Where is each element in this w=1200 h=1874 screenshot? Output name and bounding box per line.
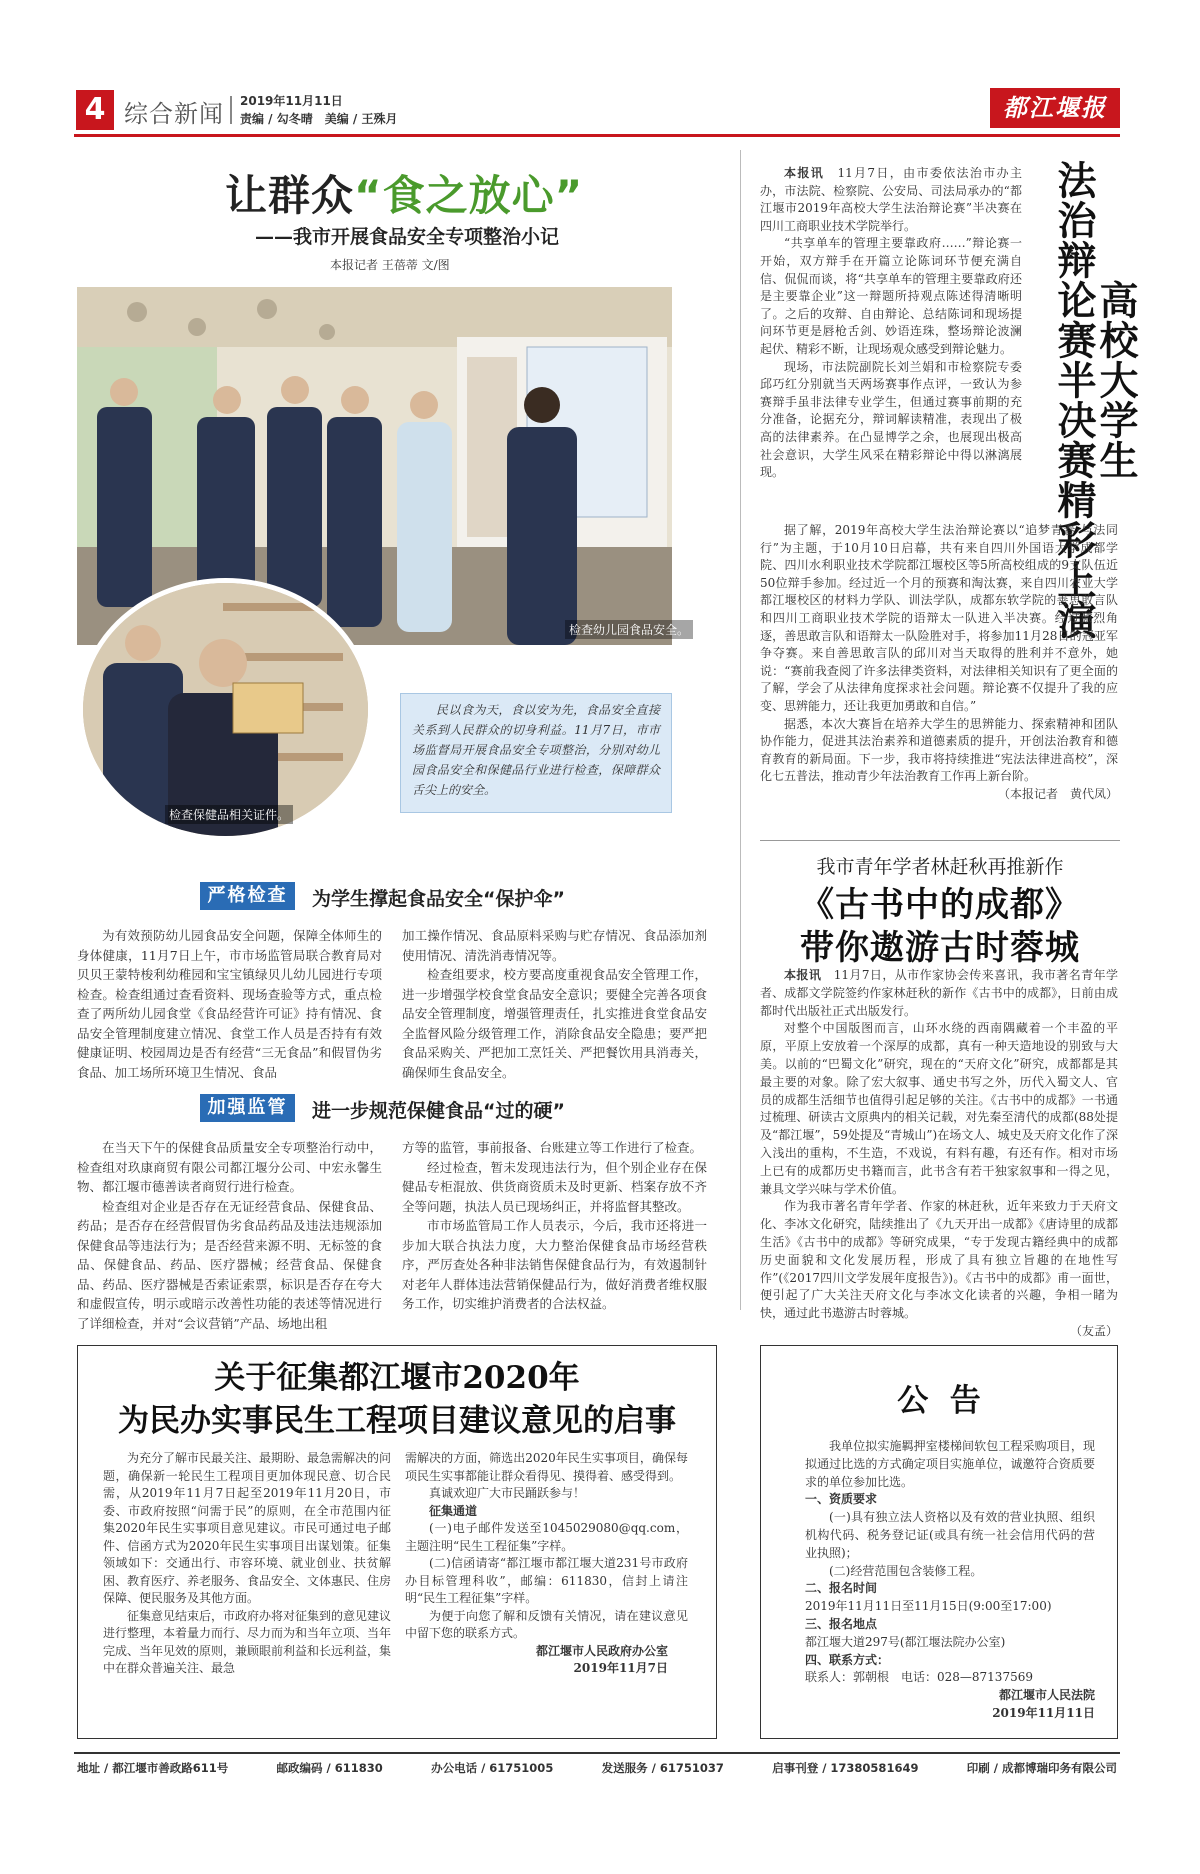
footer [77, 1760, 1117, 1780]
debate-paragraph: 据悉，本次大赛旨在培养大学生的思辨能力、探索精神和团队协作能力，促进其法治素养和道德素质的提升，开创法治教育和德育教育的新局面。下一步，我市将持续推进“宪法法律进高校”，深化七五普法，推动青少年法治教育工作再上新台阶。 [760, 716, 1118, 784]
court-notice-place: 都江堰大道297号(都江堰法院办公室) [805, 1634, 1006, 1649]
book-lead-label: 本报讯 [784, 968, 822, 982]
small-photo-caption: 检查保健品相关证件。 [165, 805, 293, 824]
small-photo-certificate [78, 578, 373, 841]
public-notice-line: 真诚欢迎广大市民踊跃参与！ [429, 1486, 586, 1500]
section1-paragraph: 为有效预防幼儿园食品安全问题，保障全体师生的身体健康，11月7日上午，市市场监管局联合教育局对贝贝王蒙特梭利幼稚园和宝宝镇绿贝儿幼儿园进行专项检查。检查组通过查看资料、现场查验等方式，重点检查了两所幼儿园食堂《食品经营许可证》持有情况、食品安全管理制度建立情况、食堂工作人员是否持有有效健康证明、校园周边是否有经营“三无食品”和假冒伪劣食品、加工场所环境卫生情况、食品 [77, 928, 382, 1080]
section2-paragraph: 在当天下午的保健食品质量安全专项整治行动中，检查组对玖康商贸有限公司都江堰分公司、中宏永馨生物、都江堰市德善读者商贸行进行检查。 [77, 1140, 382, 1194]
book-title-line1: 《古书中的成都》 [800, 885, 1080, 925]
debate-book-rule [760, 840, 1120, 841]
public-notice-col2 [405, 1450, 688, 1678]
footer-address: 地址 / 都江堰市善政路611号 [77, 1761, 229, 1775]
court-notice-heading: 二、报名时间 [805, 1581, 878, 1596]
public-notice-line: 为便于向您了解和反馈有关情况，请在建议意见中留下您的联系方式。 [405, 1608, 688, 1640]
public-notice-line: 需解决的方面，筛选出2020年民生实事项目，确保每项民生实事都能让群众看得见、摸得着、感受得到。 [405, 1451, 688, 1483]
debate-body-bottom [760, 522, 1118, 804]
debate-headline-line2: 法治辩论赛半决赛精彩上演 [1051, 160, 1097, 640]
masthead [70, 88, 1120, 132]
court-notice-contact: 联系人：郭朝根 电话：028—87137569 [805, 1670, 1033, 1685]
public-notice-line: 征集通道 [429, 1503, 478, 1518]
public-notice-title-2: 为民办实事民生工程项目建议意见的启事 [118, 1403, 676, 1439]
court-notice-heading: 四、联系方式： [805, 1652, 890, 1667]
masthead-divider [230, 96, 232, 124]
book-paragraph: 作为我市著名青年学者、作家的林赶秋，近年来致力于天府文化、李冰文化研究，陆续推出了《九天开出一成都》《唐诗里的成都生活》《古书中的成都》等研究成果，“专于发现古籍经典中的成都历史面貌和文化发展历程，形成了具有独立旨趣的在地性写作”(《2017四川文学发展年度报告》)。《古书中的成都》甫一面世，便引起了广大关注天府文化与李冰文化读者的兴趣，争相一睹为快，通过此书遨游古时蓉城。 [760, 1199, 1118, 1321]
editors: 责编 / 勾冬晴 美编 / 王殊月 [240, 112, 398, 126]
footer-office-phone: 办公电话 / 61751005 [431, 1761, 554, 1775]
debate-headline-line1: 高校大学生 [1093, 280, 1139, 480]
masthead-rule [74, 134, 1120, 137]
public-notice-line: (一)电子邮件发送至1045029080@qq.com，主题注明“民生工程征集”字样。 [405, 1521, 688, 1553]
debate-body-top [760, 165, 1022, 482]
court-notice-heading: 三、报名地点 [805, 1616, 878, 1631]
public-notice-line: (二)信函请寄“都江堰市都江堰大道231号市政府办目标管理科收”，邮编：611830，信封上请注明“民生工程征集”字样。 [405, 1556, 688, 1605]
court-notice-time: 2019年11月11日至11月15日(9:00至17:00) [805, 1599, 1052, 1614]
debate-paragraph: 据了解，2019年高校大学生法治辩论赛以“追梦青春·与法同行”为主题，于10月10日启幕，共有来自四川外国语大学成都学院、四川水利职业技术学院都江堰校区等5所高校组成的9支队伍近50位辩手参加。经过近一个月的预赛和淘汰赛，来自四川农业大学都江堰校区的材料力学队、训法学队，成都东软学院的善思敢言队和四川工商职业技术学院的语辩太一队进入半决赛。经过激烈角逐，善思敢言队和语辩太一队险胜对手，将参加11月28日的冠亚军争夺赛。来自善思敢言队的邱川对当天取得的胜利并不意外，她说：“赛前我查阅了许多法律类资料，对法律相关知识有了更全面的了解，学会了从法律角度探求社会问题。辩论赛不仅提升了我的应变、思辨能力，还让我更加勇敢和自信。” [760, 523, 1118, 713]
footer-rule [74, 1752, 1120, 1754]
court-notice-signer: 都江堰市人民法院 [998, 1688, 1095, 1703]
section1-paragraph: 检查组要求，校方要高度重视食品安全管理工作，进一步增强学校食堂食品安全意识；要健全完善各项食品安全管理制度，增强管理责任，扎实推进食堂食品安全监督风险分级管理工作，消除食品安全隐患；要严把食品采购关、严把加工烹饪关、严把餐饮用具消毒关，确保师生食品安全。 [402, 967, 707, 1080]
food-article-title [225, 163, 583, 223]
court-notice-title: 公 告 [897, 1383, 981, 1419]
court-notice-body [805, 1438, 1095, 1723]
debate-paragraph: 现场，市法院副院长刘兰娟和市检察院专委邱巧红分别就当天两场赛事作点评，一致认为参赛辩手虽非法律专业学生，但通过赛事前期的充分准备，论据充分，辩词解读精准，表现出了极高的法律素养。在凸显博学之余，也展现出极高社会意识，大学生风采在精彩辩论中得以淋漓展现。 [760, 359, 1022, 480]
certificate-check-illustration [83, 583, 368, 836]
section2-paragraph: 市市场监管局工作人员表示，今后，我市还将进一步加大联合执法力度，大力整治保健食品市场经营秩序，严厉查处各种非法销售保健食品行为，有效遏制针对老年人群体违法营销保健品行为，做好消费者维权服务工作，切实维护消费者的合法权益。 [402, 1218, 707, 1311]
section2-col2 [402, 1138, 707, 1314]
section2-col1 [77, 1138, 382, 1333]
issue-date: 2019年11月11日 [240, 94, 343, 108]
debate-lead-label: 本报讯 [784, 166, 825, 180]
book-paragraph: 对整个中国版图而言，山环水绕的西南隅藏着一个丰盈的平原，平原上安放着一个深厚的成都，真有一种天造地设的别致与大美。以前的“巴蜀文化”研究，现在的“天府文化”研究，成都都是其最主要的对象。除了宏大叙事、通史书写之外，历代入蜀文人、官员的成都生活细节也值得引起足够的关注。《古书中的成都》一书通过梳理、研读古文原典内的相关记载，对先秦至清代的成都(88处提及“都江堰”，59处提及“青城山”)在场文人、城史及天府文化作了深入浅出的重构，不生造，不戏说，有料有趣，有还有作。相对市场上已有的成都历史书籍而言，此书含有若干独家叙事和一得之见，兼具文学兴味与学术价值。 [760, 1021, 1118, 1196]
court-notice-item: (一)具有独立法人资格以及有效的营业执照、组织机构代码、税务登记证(或具有统一社会信用代码的营业执照)； [805, 1510, 1095, 1560]
debate-signature: （本报记者 黄代凤） [997, 786, 1118, 801]
section2-headline: 进一步规范保健食品“过的硬” [312, 1100, 565, 1122]
column-divider [740, 150, 741, 1310]
book-signature: （友孟） [1069, 1323, 1118, 1338]
court-notice-heading: 一、资质要求 [805, 1492, 878, 1507]
section1-tag: 严格检查 [200, 882, 295, 910]
food-summary-text: 民以食为天，食以安为先，食品安全直接关系到人民群众的切身利益。11月7日，市市场监督局开展食品安全专项整治，分别对幼儿园食品安全和保健品行业进行检查，保障群众舌尖上的安全。 [412, 703, 660, 797]
public-notice-paragraph: 为充分了解市民最关注、最期盼、最急需解决的问题，确保新一轮民生工程项目更加体现民意、切合民需，从2019年11月7日起至2019年11月20日，市委、市政府按照“问需于民”的原则，在全市范围内征集2020年民生实事项目意见建议。市民可通过电子邮件、信函方式为2020年民生实事项目出谋划策。征集领域如下：交通出行、市容环境、就业创业、扶贫解困、教育医疗、养老服务、食品安全、文体惠民、住房保障、便民服务及其他方面。 [103, 1451, 392, 1605]
book-paragraph: 本报讯 11月7日，从市作家协会传来喜讯，我市著名青年学者、成都文学院签约作家林赶秋的新作《古书中的成都》，日前由成都时代出版社正式出版发行。 [760, 968, 1118, 1018]
section1-paragraph: 加工操作情况、食品原料采购与贮存情况、食品添加剂使用情况、清洗消毒情况等。 [402, 928, 707, 963]
section2-paragraph: 经过检查，暂未发现违法行为，但个别企业存在保健品专柜混放、供货商资质未及时更新、档案存放不齐全等问题，执法人员已现场纠正，并将监督其整改。 [402, 1159, 707, 1214]
footer-distribution: 发送服务 / 61751037 [601, 1761, 724, 1775]
food-byline: 本报记者 王蓓蒂 文/图 [330, 258, 450, 272]
debate-headline-col1 [1082, 280, 1138, 480]
section2-tag: 加强监管 [200, 1094, 295, 1122]
section1-col2 [402, 926, 707, 1082]
footer-postcode: 邮政编码 / 611830 [276, 1761, 383, 1775]
food-title-highlight: “食之放心” [354, 171, 584, 220]
public-notice-col1 [103, 1450, 391, 1678]
book-title-line2: 带你遨游古时蓉城 [800, 928, 1080, 968]
food-title-prefix: 让群众 [225, 171, 355, 220]
footer-printer: 印刷 / 成都博瑞印务有限公司 [966, 1761, 1117, 1775]
section-name: 综合新闻 [124, 100, 224, 128]
court-notice-intro: 我单位拟实施羁押室楼梯间软包工程采购项目，现拟通过比选的方式确定项目实施单位，诚邀符合资质要求的单位参加比选。 [805, 1439, 1095, 1489]
debate-paragraph: 本报讯 11月7日，由市委依法治市办主办，市法院、检察院、公安局、司法局承办的“都江堰市2019年高校大学生法治辩论赛”半决赛在四川工商职业技术学院举行。 [760, 166, 1022, 233]
footer-ads: 启事刊登 / 17380581649 [772, 1761, 919, 1775]
court-notice-item: (二)经营范围包含装修工程。 [829, 1563, 983, 1578]
public-notice-date: 2019年11月7日 [573, 1661, 668, 1675]
food-article-subtitle: ——我市开展食品安全专项整治小记 [255, 226, 560, 248]
section2-paragraph: 方等的监管，事前报备、台账建立等工作进行了检查。 [402, 1140, 703, 1155]
newspaper-logo: 都江堰报 [990, 88, 1120, 128]
section1-headline: 为学生撑起食品安全“保护伞” [312, 888, 565, 910]
section1-col1 [77, 926, 382, 1082]
book-body [760, 967, 1118, 1341]
debate-paragraph: “共享单车的管理主要靠政府……”辩论赛一开始，双方辩手在开篇立论陈词环节便充满自信、侃侃而谈，将“共享单车的管理主要靠政府还是主要靠企业”这一辩题所持观点陈述得清晰明了。之后的攻辩、自由辩论、总结陈词和现场提问环节更是唇枪舌剑、妙语连珠，整场辩论波澜起伏、精彩不断，让现场观众感受到辩论魅力。 [760, 236, 1022, 356]
section2-paragraph: 检查组对企业是否存在无证经营食品、保健食品、药品；是否存在经营假冒伪劣食品药品及违法违规添加保健食品等违法行为；是否经营来源不明、无标签的食品、保健食品、药品、医疗器械；经营食品、保健食品、药品、医疗器械是否索证索票，标识是否存在夸大和虚假宣传，明示或暗示改善性功能的表述等情况进行了详细检查，并对“会议营销”产品、场地出租 [77, 1198, 382, 1331]
page-number: 4 [76, 90, 114, 130]
public-notice-paragraph: 征集意见结束后，市政府办将对征集到的意见建议进行整理，本着量力而行、尽力而为和当年立项、当年完成、当年见效的原则，兼顾眼前利益和长远利益，集中在群众普遍关注、最急 [103, 1608, 392, 1675]
court-notice-date: 2019年11月11日 [992, 1705, 1095, 1720]
book-kicker: 我市青年学者林赶秋再推新作 [816, 856, 1064, 878]
public-notice-title-1: 关于征集都江堰市2020年 [214, 1360, 580, 1396]
public-notice-signer: 都江堰市人民政府办公室 [535, 1643, 668, 1658]
main-photo-caption: 检查幼儿园食品安全。 [565, 620, 693, 639]
